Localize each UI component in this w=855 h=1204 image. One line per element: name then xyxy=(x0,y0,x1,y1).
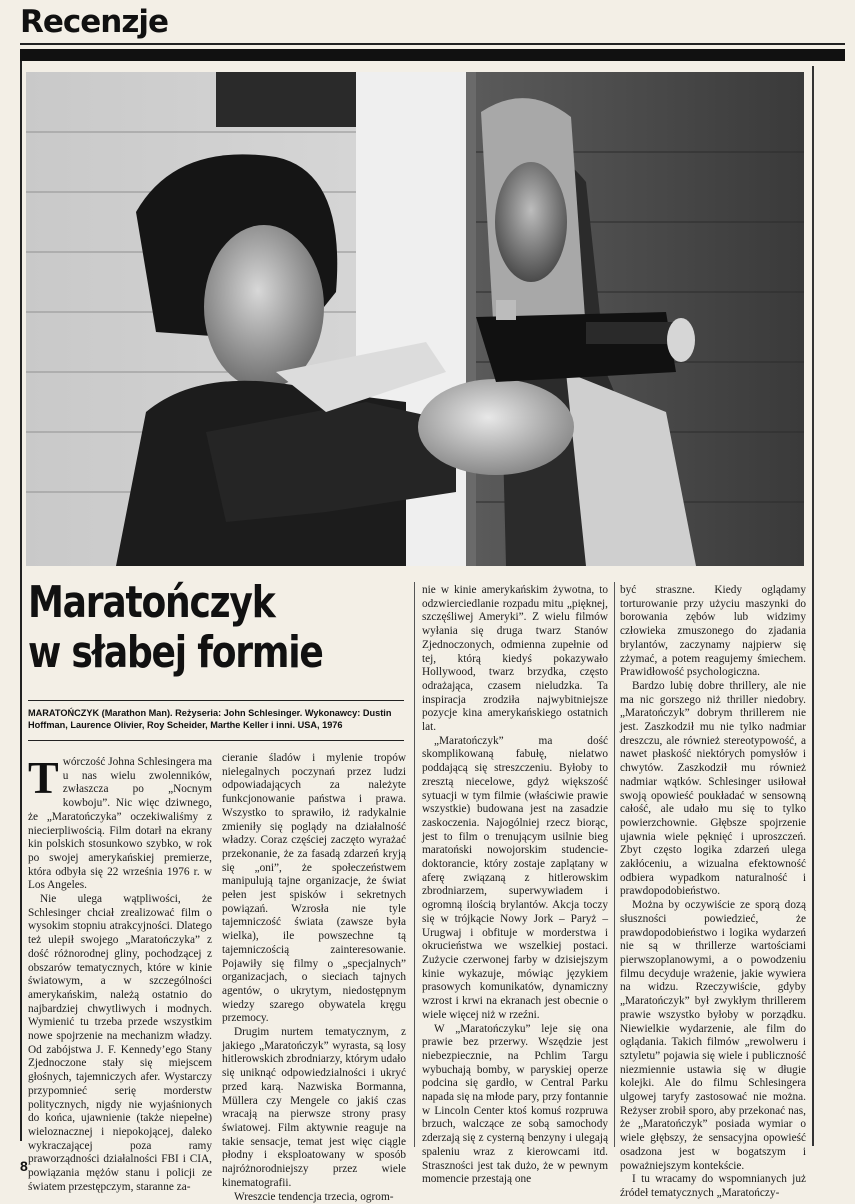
film-still-photo xyxy=(26,72,804,566)
article-column-1 xyxy=(28,756,212,1195)
column-3-paragraph-1: nie w kinie amerykańskim żywotna, to odzwierciedlanie rozpadu mitu „pięknej, szczęśliwej Ameryki”. Z wielu filmów wyłania się druga twarz Stanów Zjednoczonych, odmienna zupełnie od tej, którą kiedyś pokazywało Hollywood, twarz brzydka, często odrażająca, czasem nieludzka. Ta inspiracja zrodziła najwybitniejsze pozycje kina amerykańskiego ostatnich lat. xyxy=(422,584,608,735)
column-1-paragraph-1: Twórczość Johna Schlesingera ma u nas wielu zwolenników, zwłaszcza po „Nocnym kowboju”. Nic więc dziwnego, że „Maratończyka” oczekiwaliśmy z niecierpliwością. Film dotarł na ekrany kin polskich stosunkowo szybko, w rok po swojej amerykańskiej premierze, która odbyła się 22 września 1976 r. w Los Angeles. xyxy=(28,756,212,893)
headline-line-1: Maratończyk xyxy=(28,578,340,628)
left-margin-rule xyxy=(20,61,22,1141)
header-rule-thick xyxy=(20,49,845,61)
column-2-paragraph-2: Drugim nurtem tematycznym, z jakiego „Maratończyk” wyrasta, są losy hitlerowskich zbrodniarzy, którym udało się uniknąć odpowiedzialności i ukryć przed karą. Nazwiska Bormanna, Müllera czy Mengele co jakiś czas wracają na pierwsze strony prasy światowej. Film aktywnie reaguje na takie sensacje, temat jest więc ciągle płodny i eksploatowany w sposób najróżnorodniejszy przez wiele kinematografii. xyxy=(222,1026,406,1190)
column-3-paragraph-3: W „Maratończyku” leje się ona prawie bez przerwy. Wszędzie jest niebezpiecznie, na Pchlim Targu wybuchają bomby, w paryskiej operze podcina się gardło, w Central Parku napada się na młode pary, przy fontannie w Lincoln Center ktoś komuś rozpruwa brzuch, walczące ze sobą samochody zderzają się z cysterną benzyny i ulegają spaleniu wraz z kierowcami itd. Straszności jest tak dużo, że w pewnym momencie przestają one xyxy=(422,1023,608,1187)
column-3-paragraph-2: „Maratończyk” ma dość skomplikowaną fabułę, nielatwo poddającą się streszczeniu. Byłoby to zresztą niecelowe, gdyż większość sytuacji w tym filmie (właściwie prawie wszystkie) budowana jest na zasadzie zaskoczenia. Najogólniej rzecz biorąc, jest to film o trenującym usilnie bieg maratoński nowojorskim studencie-doktorancie, który zostaje zaplątany w aferę związaną z hitlerowskim zbrodniarzem, superwywiadem i ogromną ilością brylantów. Akcja toczy się w trójkącie Nowy Jork – Paryż – Urugwaj i obfituje w morderstwa i okrucieństwa we wszelkiej postaci. Zużycie czerwonej farby w dzisiejszym kinie wykazuje, mówiąc językiem prasowych komunikatów, dynamiczny wzrost i krwi na ekranach jest obecnie o wiele więcej niż w rzeźni. xyxy=(422,735,608,1023)
article-headline xyxy=(28,578,340,678)
column-1-paragraph-2: Nie ulega wątpliwości, że Schlesinger chciał zrealizować film o wysokim stopniu atrakcyjności. Dlatego też ulepił swojego „Maratończyka” z dość różnorodnej gliny, pochodzącej z obszarów tematycznych, które w kinie światowym, a w szczególności amerykańskim, należą ostatnio do najbardziej chwytliwych i modnych. Wymienić tu trzeba przede wszystkim nowe spojrzenie na mechanizm władzy. Od zabójstwa J. F. Kennedy’ego Stany Zjednoczone stały się miejscem głośnych, tajemniczych afer. Wystarczy przypomnieć serię morderstw politycznych, nigdy nie wyjaśnionych do końca, ujawnienie (także niepełne) wieloznacznej i niepokojącej, daleko wykraczającej poza ramy praworządności działalności FBI i CIA, powiązania mężów stanu i policji ze światem przestępczym, staranne za- xyxy=(28,893,212,1194)
column-divider-2-3 xyxy=(414,582,415,1147)
column-4-paragraph-1: być straszne. Kiedy oglądamy torturowanie przy użyciu maszynki do borowania zębów lub widzimy człowieka zmuszonego do zjadania brylantów, zaczynamy najpierw się zżymać, a potem reagujemy śmiechem. Prawidłowość psychologiczna. xyxy=(620,584,806,680)
right-margin-rule xyxy=(812,66,814,1146)
column-2-paragraph-1: cieranie śladów i mylenie tropów nielegalnych poczynań przez ludzi odpowiadających za należyte funkcjonowanie państwa i prawa. Wszystko to sprawiło, iż radykalnie zmieniły się poglądy na działalność władzy. Coraz częściej zaczęto wyrażać przekonanie, że za fasadą zdarzeń kryją się „oni”, że społeczeństwem manipulują tajne organizacje, że świat pełen jest spisków i sekretnych powiązań. Wzrosła nie tyle tajemniczość świata (zawsze była wielka), ile powszechne tą tajemniczością zainteresowanie. Pojawiły się filmy o „specjalnych” organizacjach, o sieciach tajnych agentów, o ukrytym, niedostępnym wiedzy szarego obywatela kręgu przemocy. xyxy=(222,752,406,1026)
article-column-3 xyxy=(422,584,608,1187)
section-title: Recenzje xyxy=(20,4,168,40)
column-4-paragraph-2: Bardzo lubię dobre thrillery, ale nie ma nic gorszego niż thriller niedobry. „Maratończyk” dobrym thrillerem nie jest. Zaszkodził mu nie tylko nadmiar dreszczu, ale również stereotypowość, a nawet płaskość niektórych pomysłów i chwytów. Zaszkodził mu również nadmiar wątków. Schlesinger usiłował swoją opowieść poukładać w sensowną całość, ale udało mu się to tylko powierzchownie. Głębsze spojrzenie ujawnia wiele pęknięć i uproszczeń. Zbyt często logika zdarzeń ulega zakłóceniu, a wizualna efektowność odbiera wypadkom naturalność i prawdopodobieństwo. xyxy=(620,680,806,899)
credits-rule-bottom xyxy=(28,740,404,741)
column-4-paragraph-3: Można by oczywiście ze sporą dozą słuszności powiedzieć, że prawdopodobieństwo i logika wydarzeń nie są w thrillerze wartościami pierwszoplanowymi, a o powodzeniu filmu decyduje wrażenie, jakie wywiera na widzu. Rzeczywiście, gdyby „Maratończyk” był zwykłym thrillerem prawie wszystko byłoby w porządku. Niewielkie wydarzenie, ale film do oglądania. Takich filmów „rewolweru i sztyletu” pojawia się wiele i publiczność niezmiennie ustawia się w długie kolejki. Ale do filmu Schlesingera ulgowej taryfy zastosować nie można. Reżyser zrobił sporo, aby przekonać nas, że „Maratończyk” posiada wymiar o wiele głębszy, że sensacyjna opowieść osadzona jest w bogatszym i poważniejszym kontekście. xyxy=(620,899,806,1173)
headline-line-2: w słabej formie xyxy=(28,628,340,678)
column-divider-3-4 xyxy=(614,582,615,1147)
film-credits: MARATOŃCZYK (Marathon Man). Reżyseria: John Schlesinger. Wykonawcy: Dustin Hoffman, Laurence Olivier, Roy Scheider, Marthe Keller i inni. USA, 1976 xyxy=(28,707,404,731)
article-column-2 xyxy=(222,752,406,1204)
column-4-paragraph-4: I tu wracamy do wspomnianych już źródeł tematycznych „Maratończy- xyxy=(620,1173,806,1200)
film-still-illustration xyxy=(26,72,804,566)
article-column-4 xyxy=(620,584,806,1201)
column-2-paragraph-3: Wreszcie tendencja trzecia, ogrom- xyxy=(222,1191,406,1204)
header-rule-thin xyxy=(20,43,845,45)
credits-rule-top xyxy=(28,700,404,701)
drop-cap: T xyxy=(28,758,59,798)
page-number: 8 xyxy=(20,1158,28,1174)
